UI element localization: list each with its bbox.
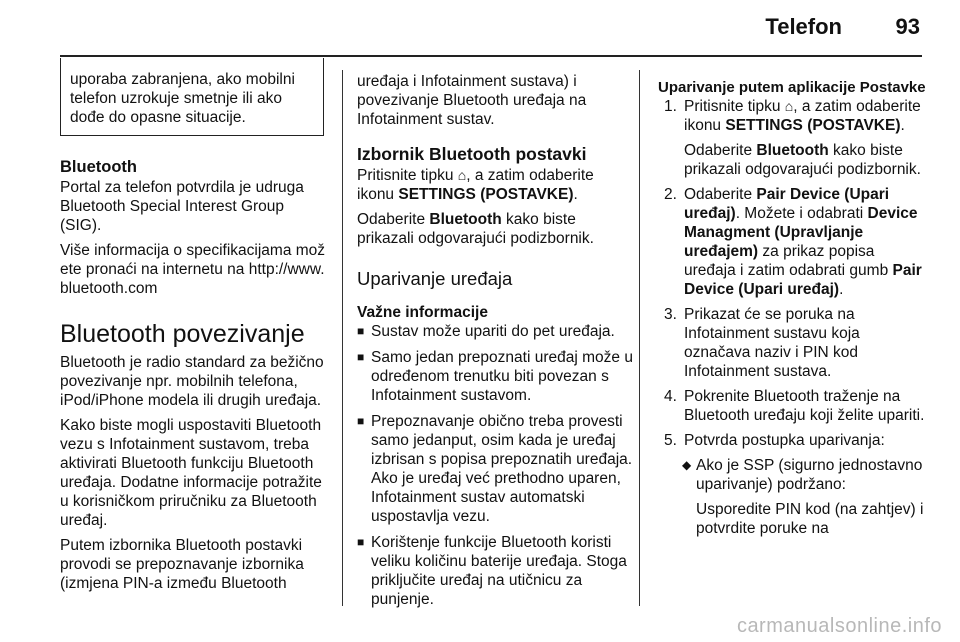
step-text: Prikazat će se poruka na Infotainment sustavu koja označava naziv i PIN kod Infotainment sustava. [684,306,860,380]
warning-text: uporaba zabranjena, ako mobilni telefon uzrokuje smetnje ili ako dođe do opasne situacije. [70,71,295,126]
step-number: 1. [664,98,677,115]
step-1-sub [684,141,930,179]
list-item-text: Korištenje funkcije Bluetooth koristi veliku količinu baterije uređaja. Stoga priključite uređaj na utičnicu za punjenje. [371,534,627,608]
column-divider-1 [342,70,343,606]
connect-paragraph-3: Putem izbornika Bluetooth postavki provodi se prepoznavanje izbornika (izmjena PIN-a između Bluetooth [60,537,304,592]
column-3 [658,78,930,544]
list-item [357,322,633,341]
step-number: 4. [664,388,677,405]
home-icon: ⌂ [784,98,794,114]
list-item-text: Samo jedan prepoznati uređaj može u određenom trenutku biti povezan s Infotainment sustavom. [371,349,633,404]
important-info-list [357,322,633,609]
text-run: kako biste prikazali odgovarajući podizbornik. [684,142,921,178]
bullet-square-icon: ■ [357,350,365,364]
text-run: . [900,117,905,134]
connect-paragraph-1: Bluetooth je radio standard za bežično povezivanje npr. mobilnih telefona, iPod/iPhone modela ili drugih uređaja. [60,354,324,409]
settings-menu-heading: Izbornik Bluetooth postavki [357,144,587,164]
step-number: 2. [664,186,677,203]
bullet-square-icon: ■ [357,414,365,428]
app-pairing-heading: Uparivanje putem aplikacije Postavke [658,79,926,96]
bluetooth-paragraph-2: Više informacija o specifikacijama možete pronaći na internetu na http://www.bluetooth.com [60,242,326,297]
bluetooth-label: Bluetooth [429,211,502,228]
text-run: Odaberite [684,186,757,203]
bluetooth-connect-heading: Bluetooth povezivanje [60,320,305,348]
important-info-heading: Važne informacije [357,304,488,321]
pairing-heading: Uparivanje uređaja [357,268,513,289]
continued-paragraph: uređaja i Infotainment sustava) i povezivanje Bluetooth uređaja na Infotainment sustav. [357,73,587,128]
text-run: . [573,186,578,203]
page-title: Telefon [765,14,842,39]
bluetooth-paragraph-1: Portal za telefon potvrdila je udruga Bluetooth Special Interest Group (SIG). [60,179,304,234]
watermark: carmanualsonline.info [736,615,942,637]
step-4 [658,387,930,425]
step-number: 3. [664,306,677,323]
text-run: Pritisnite tipku [684,98,785,115]
pair-device-label: Pair Device (Upari uređaj) [684,186,890,222]
settings-menu-paragraph-2 [357,210,633,248]
bullet-diamond-icon: ◆ [682,458,692,472]
bluetooth-heading: Bluetooth [60,158,137,176]
step-1 [658,97,930,179]
page-header [0,0,960,56]
pair-device-button-label: Pair Device (Upari uređaj) [684,262,922,298]
list-item-text: Sustav može upariti do pet uređaja. [371,323,615,340]
list-item-text: Prepoznavanje obično treba provesti samo jedanput, osim kada je uređaj izbrisan s popisa prepoznatih uređaja. Ako je uređaj već prethodno uparen, Infotainment sustav automatski uspostavlja vezu. [371,413,633,525]
settings-menu-paragraph-1 [357,166,633,204]
text-run: . Možete i odabrati [735,205,868,222]
step-5 [658,431,930,450]
text-run: Odaberite [684,142,757,159]
step-text: Pokrenite Bluetooth traženje na Bluetooth uređaju koji želite upariti. [684,388,925,424]
text-run: Odaberite [357,211,430,228]
column-1 [60,72,328,599]
text-run: za prikaz popisa uređaja i zatim odabrati gumb [684,243,893,279]
device-management-label: Device Managment (Upravljanje uređajem) [684,205,918,260]
page-number: 93 [895,14,920,39]
list-item [357,348,633,405]
connect-paragraph-2: Kako biste mogli uspostaviti Bluetooth vezu s Infotainment sustavom, treba aktivirati Bluetooth funkciju Bluetooth uređaja. Dodatne informacije potražite u korisničkom priručniku za Bluetooth uređaj. [60,417,322,529]
text-run: Pritisnite tipku [357,167,458,184]
header-rule [60,55,922,57]
step-3 [658,305,930,381]
list-item [357,533,633,609]
settings-label: SETTINGS (POSTAVKE) [398,186,574,203]
list-item [680,456,930,538]
text-run: kako biste prikazali odgovarajući podizbornik. [357,211,594,247]
list-item [357,412,633,526]
settings-label: SETTINGS (POSTAVKE) [725,117,901,134]
warning-box [60,58,324,136]
text-run: . [839,281,844,298]
column-2 [357,72,633,616]
bullet-square-icon: ■ [357,324,365,338]
bluetooth-label: Bluetooth [756,142,829,159]
list-item-text: Ako je SSP (sigurno jednostavno uparivanje) podržano: [696,457,923,493]
pairing-steps [658,97,930,538]
step-number: 5. [664,432,677,449]
column-divider-2 [639,70,640,606]
text-run: , a zatim odaberite ikonu [357,167,594,203]
text-run: , a zatim odaberite ikonu [684,98,921,134]
step-2 [658,185,930,299]
step-text: Potvrda postupka uparivanja: [684,432,885,449]
bullet-square-icon: ■ [357,535,365,549]
list-item-sub: Usporedite PIN kod (na zahtjev) i potvrdite poruke na [696,501,924,537]
home-icon: ⌂ [457,167,467,183]
